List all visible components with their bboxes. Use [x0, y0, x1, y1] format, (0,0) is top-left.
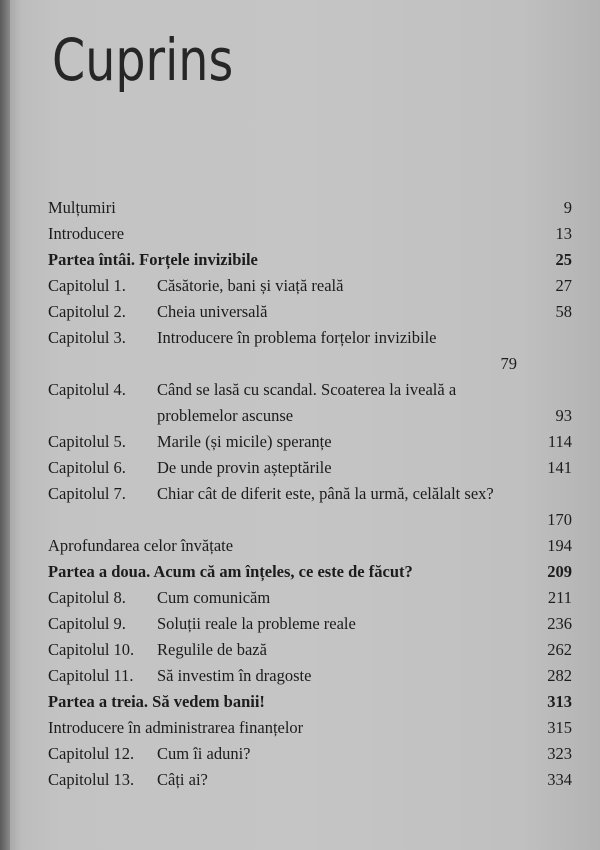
toc-page-number: 323	[547, 744, 572, 763]
toc-entry-text: Soluții reale la probleme reale	[157, 614, 356, 633]
table-of-contents	[48, 195, 572, 793]
toc-chapter-8	[48, 585, 572, 611]
toc-page-number: 236	[547, 614, 572, 633]
toc-chapter-label: Capitolul 6.	[48, 458, 126, 477]
toc-page-number: 9	[563, 198, 572, 217]
toc-page-number: 170	[547, 510, 572, 529]
toc-chapter-3	[48, 325, 572, 377]
toc-chapter-1	[48, 273, 572, 299]
toc-chapter-label: Capitolul 4.	[48, 380, 126, 399]
toc-part-heading	[48, 559, 572, 585]
toc-entry-introducere-finante	[48, 715, 572, 741]
toc-page-number: 209	[547, 562, 572, 581]
toc-entry-text: Aprofundarea celor învățate	[48, 536, 234, 555]
toc-chapter-10	[48, 637, 572, 663]
toc-entry-text: Mulțumiri	[48, 198, 116, 217]
toc-entry-text: Partea a treia. Să vedem banii!	[48, 692, 265, 711]
toc-chapter-label: Capitolul 13.	[48, 770, 135, 789]
toc-chapter-4	[48, 377, 572, 429]
toc-chapter-12	[48, 741, 572, 767]
toc-entry-text: Marile (și micile) speranțe	[157, 432, 332, 451]
toc-chapter-label: Capitolul 10.	[48, 640, 135, 659]
toc-entry-text: Chiar cât de diferit este, până la urmă, celălalt sex?	[157, 484, 494, 503]
toc-chapter-label: Capitolul 7.	[48, 484, 126, 503]
toc-page-number: 93	[555, 406, 572, 425]
page-title: Cuprins	[52, 26, 234, 94]
toc-page-number: 13	[555, 224, 572, 243]
toc-chapter-13	[48, 767, 572, 793]
toc-page-number: 27	[555, 276, 572, 295]
toc-page-number: 282	[547, 666, 572, 685]
book-spine-shadow	[0, 0, 10, 850]
toc-chapter-2	[48, 299, 572, 325]
toc-entry-text: Să investim în dragoste	[157, 666, 312, 685]
toc-entry-text: Partea a doua. Acum că am înțeles, ce este de făcut?	[48, 562, 413, 581]
toc-part-heading	[48, 689, 572, 715]
toc-page-number: 194	[547, 536, 572, 555]
toc-page-number: 211	[547, 588, 572, 607]
toc-entry-text: Cheia universală	[157, 302, 268, 321]
toc-chapter-label: Capitolul 11.	[48, 666, 134, 685]
toc-entry-text: Regulile de bază	[157, 640, 267, 659]
toc-entry-text: Introducere	[48, 224, 125, 243]
toc-page-number: 79	[500, 354, 517, 373]
toc-entry-text: Cum îi aduni?	[157, 744, 251, 763]
toc-page-number: 315	[547, 718, 572, 737]
toc-chapter-label: Capitolul 5.	[48, 432, 126, 451]
toc-entry-text: Partea întâi. Forțele invizibile	[48, 250, 258, 269]
toc-chapter-7	[48, 481, 572, 533]
toc-entry-introducere	[48, 221, 572, 247]
toc-chapter-label: Capitolul 3.	[48, 328, 126, 347]
toc-chapter-9	[48, 611, 572, 637]
toc-entry-text: Introducere în administrarea finanțelor	[48, 718, 304, 737]
toc-page-number: 58	[555, 302, 572, 321]
toc-chapter-6	[48, 455, 572, 481]
toc-entry-text: Introducere în problema forțelor invizibile	[157, 328, 437, 347]
toc-chapter-5	[48, 429, 572, 455]
toc-entry-text: De unde provin așteptările	[157, 458, 332, 477]
toc-chapter-11	[48, 663, 572, 689]
toc-entry-multumiri	[48, 195, 572, 221]
toc-part-heading	[48, 247, 572, 273]
toc-page-number: 114	[547, 432, 572, 451]
toc-page-number: 334	[547, 770, 572, 789]
toc-entry-text: Câți ai?	[157, 770, 208, 789]
toc-chapter-label: Capitolul 12.	[48, 744, 135, 763]
toc-page-number: 262	[547, 640, 572, 659]
toc-chapter-label: Capitolul 1.	[48, 276, 126, 295]
toc-entry-text: Căsătorie, bani și viață reală	[157, 276, 344, 295]
toc-page-number: 141	[547, 458, 572, 477]
toc-entry-text: Când se lasă cu scandal. Scoaterea la iveală a problemelor ascunse	[157, 380, 457, 425]
toc-page-number: 313	[547, 692, 572, 711]
toc-chapter-label: Capitolul 2.	[48, 302, 126, 321]
toc-page-number: 25	[555, 250, 572, 269]
toc-entry-text: Cum comunicăm	[157, 588, 271, 607]
toc-chapter-label: Capitolul 8.	[48, 588, 126, 607]
toc-chapter-label: Capitolul 9.	[48, 614, 126, 633]
toc-entry-aprofundarea	[48, 533, 572, 559]
